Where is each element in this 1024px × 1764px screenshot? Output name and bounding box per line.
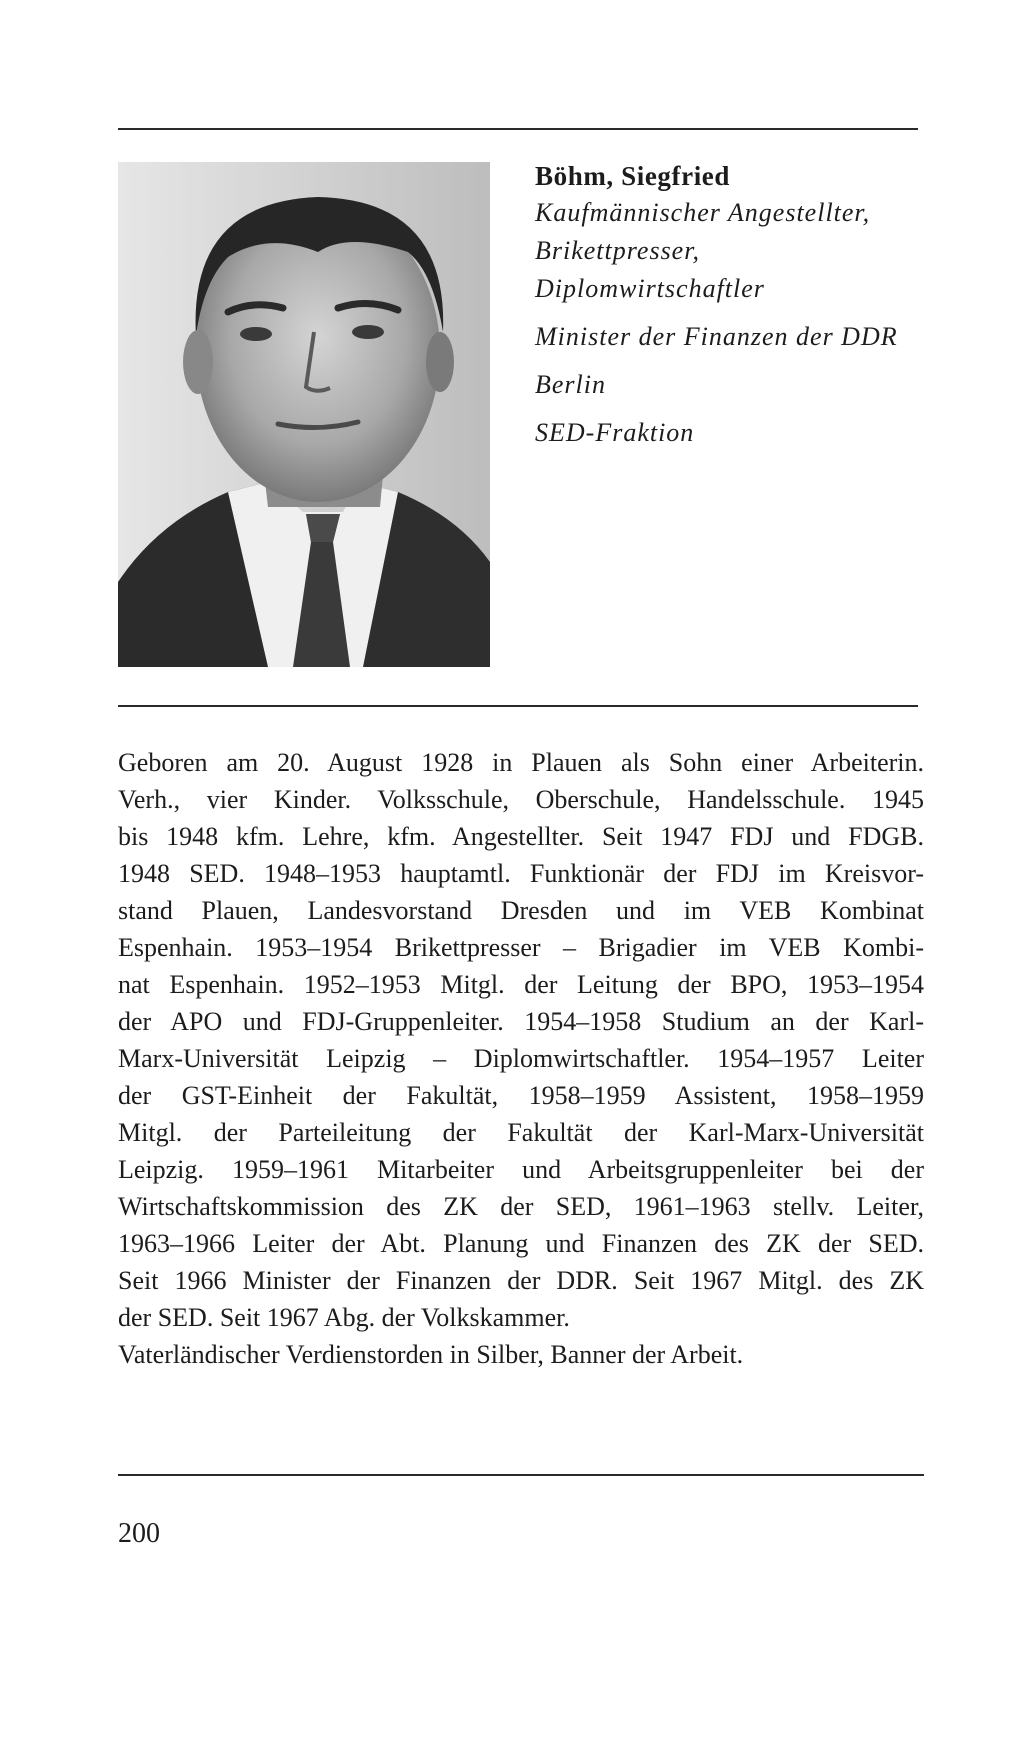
biography-line: Wirtschaftskommission des ZK der SED, 1961–1963 stellv. Leiter, (118, 1192, 924, 1221)
biography-line: Marx-Universität Leipzig – Diplomwirtschaftler. 1954–1957 Leiter (118, 1044, 924, 1073)
biography-line: nat Espenhain. 1952–1953 Mitgl. der Leitung der BPO, 1953–1954 (118, 970, 924, 999)
bottom-rule (118, 1474, 924, 1476)
portrait-photo (118, 162, 490, 667)
occupation-2: Brikettpresser, (535, 236, 700, 265)
biography-line: Verh., vier Kinder. Volksschule, Oberschule, Handelsschule. 1945 (118, 785, 924, 814)
page-number: 200 (118, 1518, 160, 1549)
top-rule (118, 128, 918, 130)
biography-line: 1948 SED. 1948–1953 hauptamtl. Funktionär der FDJ im Kreisvor- (118, 859, 924, 888)
biography-text (118, 744, 924, 1373)
location: Berlin (535, 370, 606, 399)
faction: SED-Fraktion (535, 418, 695, 447)
awards-line: Vaterländischer Verdienstorden in Silber, Banner der Arbeit. (118, 1340, 744, 1369)
biography-line: der SED. Seit 1967 Abg. der Volkskammer. (118, 1303, 570, 1332)
biography-line: Mitgl. der Parteileitung der Fakultät der Karl-Marx-Universität (118, 1118, 924, 1147)
biography-line: Geboren am 20. August 1928 in Plauen als Sohn einer Arbeiterin. (118, 748, 924, 777)
entry-header (535, 158, 925, 452)
person-name: Böhm, Siegfried (535, 161, 730, 191)
biography-line: Leipzig. 1959–1961 Mitarbeiter und Arbeitsgruppenleiter bei der (118, 1155, 924, 1184)
biography-line: der APO und FDJ-Gruppenleiter. 1954–1958 Studium an der Karl- (118, 1007, 924, 1036)
biography-line: der GST-Einheit der Fakultät, 1958–1959 Assistent, 1958–1959 (118, 1081, 924, 1110)
biography-line: bis 1948 kfm. Lehre, kfm. Angestellter. Seit 1947 FDJ und FDGB. (118, 822, 924, 851)
biography-line: 1963–1966 Leiter der Abt. Planung und Finanzen des ZK der SED. (118, 1229, 924, 1258)
middle-rule (118, 705, 918, 707)
biography-line: Espenhain. 1953–1954 Brikettpresser – Brigadier im VEB Kombi- (118, 933, 924, 962)
occupation-3: Diplomwirtschaftler (535, 274, 765, 303)
biography-line: stand Plauen, Landesvorstand Dresden und im VEB Kombinat (118, 896, 924, 925)
biography-line: Seit 1966 Minister der Finanzen der DDR. Seit 1967 Mitgl. des ZK (118, 1266, 924, 1295)
position: Minister der Finanzen der DDR (535, 322, 898, 351)
occupation-1: Kaufmännischer Angestellter, (535, 198, 871, 227)
